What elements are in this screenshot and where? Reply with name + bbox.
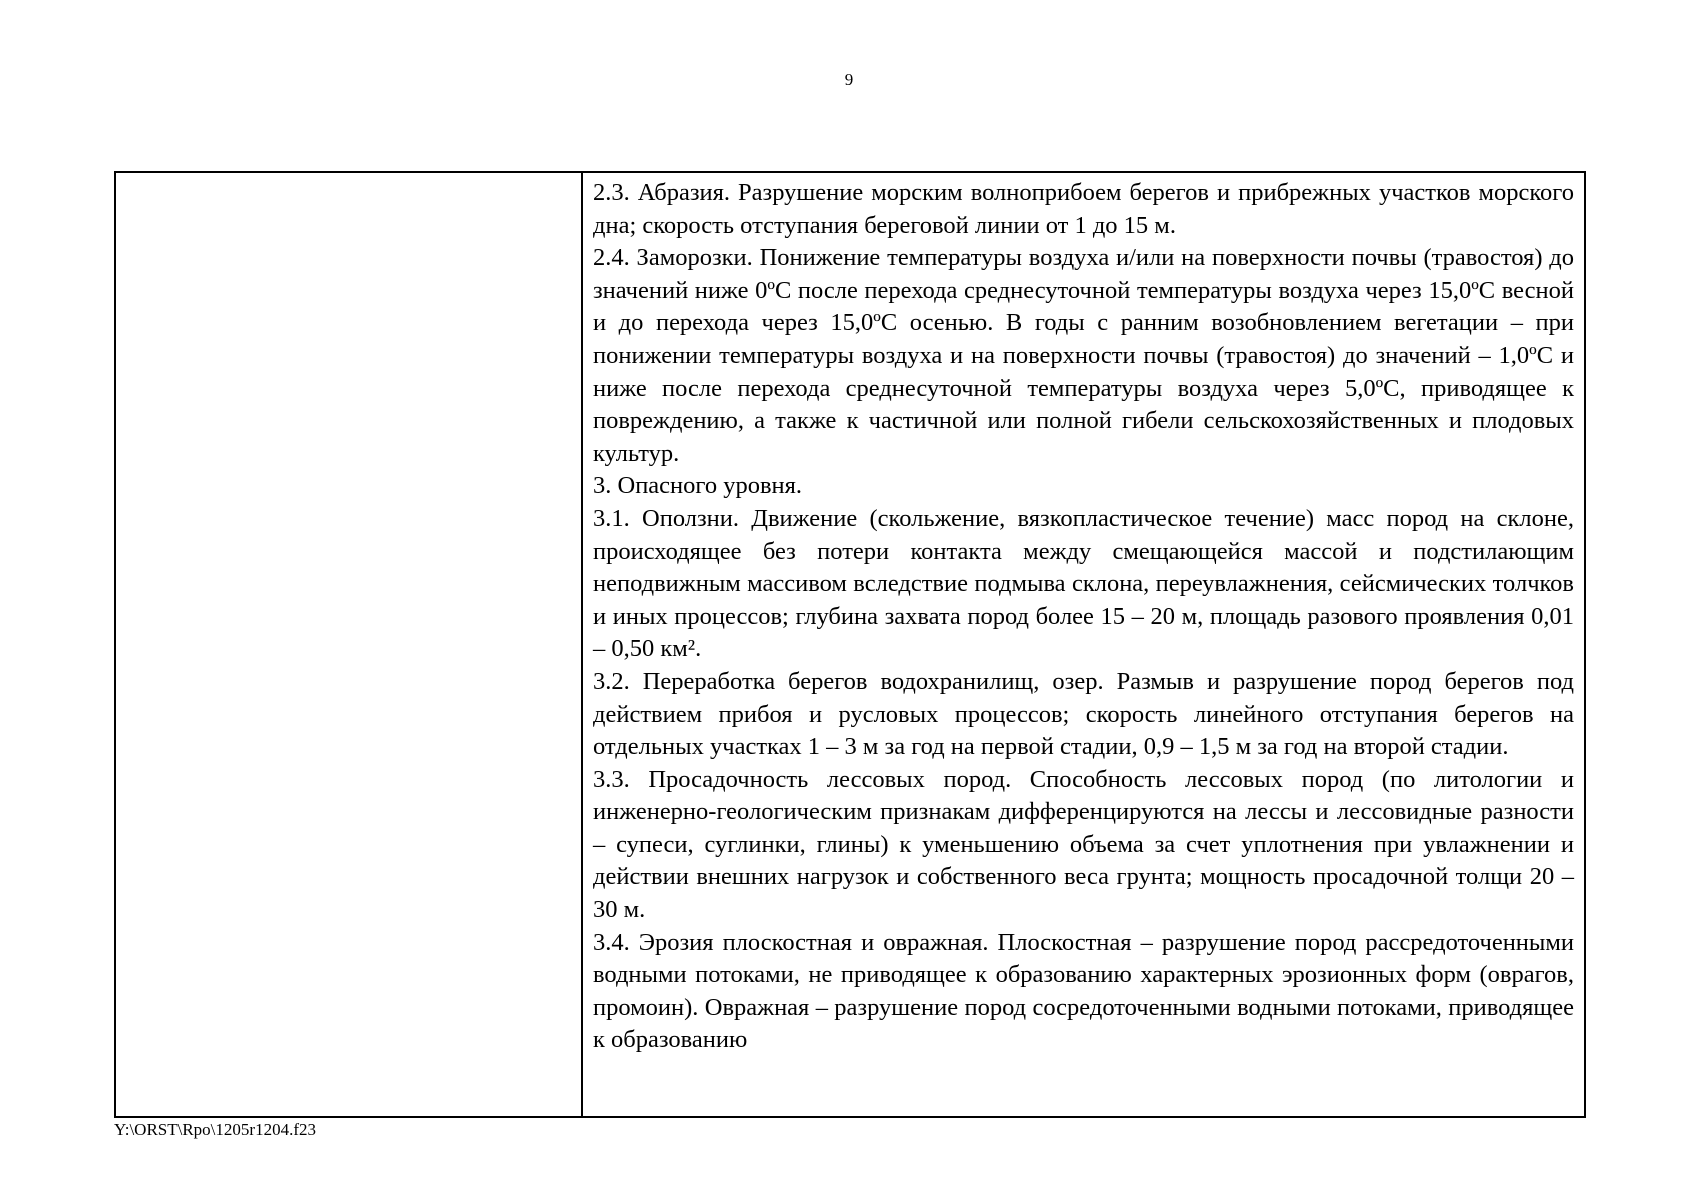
paragraph-loess-subsidence: 3.3. Просадочность лессовых пород. Способность лессовых пород (по литологии и инженерно-геологическим признакам дифференцируются на лессы и лессовидные разности – супеси, суглинки, глины) к уменьшению объема за счет уплотнения при увлажнении и действии внешних нагрузок и собственного веса грунта; мощность просадочной толщи 20 – 30 м.: [593, 765, 1574, 924]
table-cell-left: [116, 173, 583, 1116]
content-table: [114, 171, 1586, 1118]
page-number: 9: [844, 70, 854, 89]
paragraph-danger-level: 3. Опасного уровня.: [593, 472, 803, 500]
paragraph-landslides: 3.1. Оползни. Движение (скольжение, вязкопластическое течение) масс пород на склоне, происходящее без потери контакта между смещающейся массой и подстилающим неподвижным массивом вследствие подмыва склона, переувлажнения, сейсмических толчков и иных процессов; глубина захвата пород более 15 – 20 м, площадь разового проявления 0,01 – 0,50 км².: [593, 504, 1574, 663]
paragraph-abrasion: 2.3. Абразия. Разрушение морским волноприбоем берегов и прибрежных участков морского дна; скорость отступания береговой линии от 1 до 15 м.: [593, 179, 1574, 239]
paragraph-erosion: 3.4. Эрозия плоскостная и овражная. Плоскостная – разрушение пород рассредоточенными водными потоками, не приводящее к образованию характерных эрозионных форм (оврагов, промоин). Овражная – разрушение пород сосредоточенными водными потоками, приводящее к образованию: [593, 928, 1574, 1054]
paragraph-frost: 2.4. Заморозки. Понижение температуры воздуха и/или на поверхности почвы (травостоя) до значений ниже 0ºС после перехода среднесуточной температуры воздуха через 15,0ºС весной и до перехода через 15,0ºС осенью. В годы с ранним возобновлением вегетации – при понижении температуры воздуха и на поверхности почвы (травостоя) до значений – 1,0ºС и ниже после перехода среднесуточной температуры воздуха через 5,0ºС, приводящее к повреждению, а также к частичной или полной гибели сельскохозяйственных и плодовых культур.: [593, 244, 1574, 467]
table-cell-right: [583, 173, 1584, 1116]
footer-file-path: Y:\ORST\Rpo\1205r1204.f23: [114, 1120, 316, 1139]
paragraph-shore-reworking: 3.2. Переработка берегов водохранилищ, озер. Размыв и разрушение пород берегов под действием прибоя и русловых процессов; скорость линейного отступания берегов на отдельных участках 1 – 3 м за год на первой стадии, 0,9 – 1,5 м за год на второй стадии.: [593, 667, 1574, 761]
